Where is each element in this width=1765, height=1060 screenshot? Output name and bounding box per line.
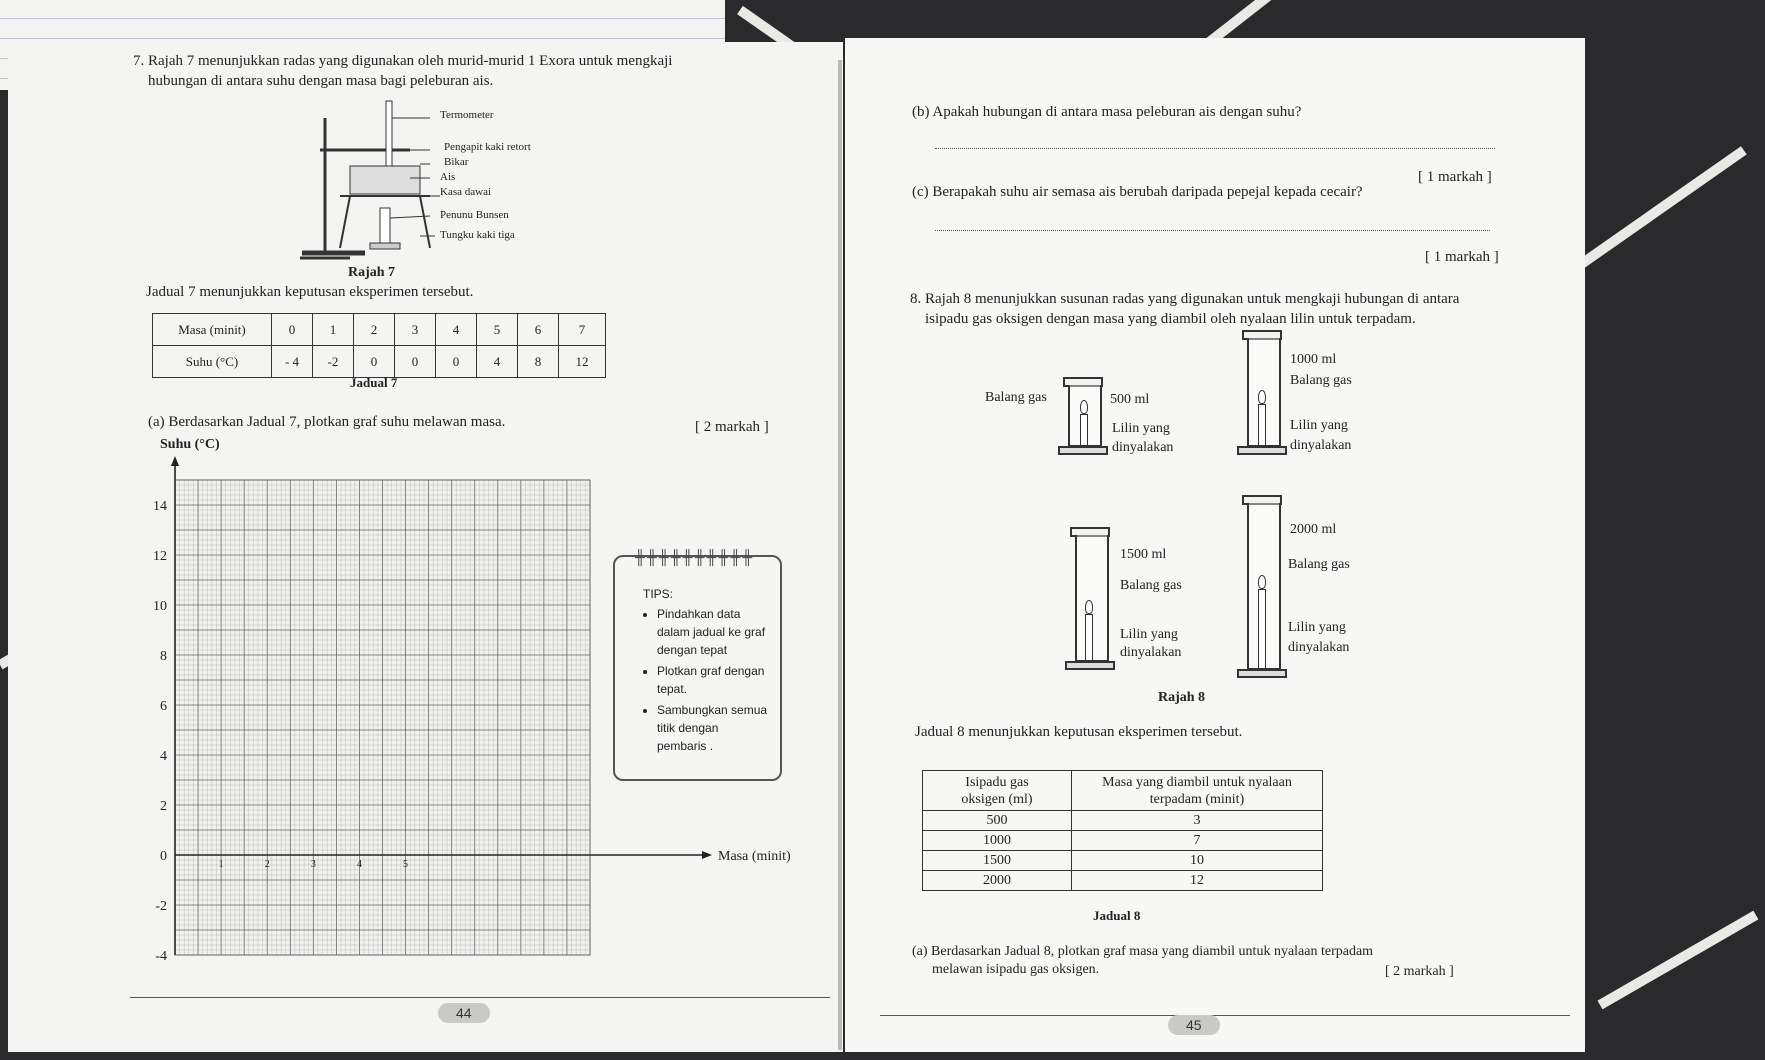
table7-header-suhu: Suhu (°C) <box>153 346 272 378</box>
q8-part-a-line1: (a) Berdasarkan Jadual 8, plotkan graf masa yang diambil untuk nyalaan terpadam <box>912 944 1374 959</box>
table8-cell: 500 <box>923 811 1072 831</box>
table8-cell: 3 <box>1072 811 1323 831</box>
footer-rule-right <box>880 1015 1570 1016</box>
table8-caption: Jadual 8 <box>1093 908 1141 923</box>
fig8-label-balang-gas-4: Balang gas <box>1288 557 1350 572</box>
fig8-label-lilin: Lilin yang <box>1112 421 1170 436</box>
table8-cell: 2000 <box>923 871 1072 891</box>
candle-flame <box>1258 575 1266 589</box>
fig8-label-balang-gas-2: Balang gas <box>1290 373 1352 388</box>
table7-cell: 0 <box>354 346 395 378</box>
table8-cell: 12 <box>1072 871 1323 891</box>
page-number-right: 45 <box>1168 1015 1220 1035</box>
y-tick-label: 14 <box>153 499 167 514</box>
fig8-label-dinyalakan-2: dinyalakan <box>1290 438 1352 453</box>
fig8-label-balang-gas: Balang gas <box>985 390 1047 405</box>
table8-header-line: terpadam (minit) <box>1149 791 1245 807</box>
table8-cell: 1500 <box>923 851 1072 871</box>
table7-header-masa: Masa (minit) <box>153 314 272 346</box>
table7-intro: Jadual 7 menunjukkan keputusan eksperimen tersebut. <box>146 284 474 300</box>
table8-header-line: oksigen (ml) <box>961 791 1033 807</box>
table7 <box>152 313 606 378</box>
part-b-marks: [ 1 markah ] <box>1418 169 1492 185</box>
x-tick-label: 5 <box>403 859 409 870</box>
x-tick-label: 1 <box>218 859 224 870</box>
candle-flame <box>1258 390 1266 404</box>
background-stripe <box>1577 146 1747 269</box>
y-tick-label: -2 <box>155 899 167 914</box>
q8-intro-line2: isipadu gas oksigen dengan masa yang diambil oleh nyalaan lilin untuk terpadam. <box>925 311 1416 327</box>
table7-cell: 0 <box>272 314 313 346</box>
table7-cell: 1 <box>313 314 354 346</box>
table8-cell: 7 <box>1072 831 1323 851</box>
table8-header-line: Masa yang diambil untuk nyalaan <box>1102 774 1292 790</box>
page-number-left: 44 <box>438 1003 490 1023</box>
candle <box>1258 589 1266 669</box>
tips-item: • Plotkan graf dengan tepat. <box>657 662 770 698</box>
fig8-label-500ml: 500 ml <box>1110 392 1150 407</box>
jar-base <box>1237 669 1287 678</box>
jar-base <box>1058 446 1108 455</box>
jar-base <box>1237 446 1287 455</box>
answer-line-c[interactable] <box>935 230 1490 231</box>
y-tick-label: -4 <box>155 949 167 964</box>
candle <box>1085 614 1093 661</box>
part-a-question: (a) Berdasarkan Jadual 7, plotkan graf suhu melawan masa. <box>148 414 506 430</box>
label-penunu-bunsen: Penunu Bunsen <box>440 209 509 221</box>
tips-title: TIPS: <box>643 587 674 601</box>
y-tick-label: 0 <box>160 849 167 864</box>
table8 <box>922 770 1323 891</box>
table7-cell: - 4 <box>272 346 313 378</box>
fig8-label-dinyalakan: dinyalakan <box>1112 440 1174 455</box>
table8-cell: 1000 <box>923 831 1072 851</box>
fig8-label-dinyalakan-4: dinyalakan <box>1288 640 1350 655</box>
x-tick-label: 3 <box>310 859 316 870</box>
y-axis-label: Suhu (°C) <box>160 437 220 452</box>
q8-intro-line1: 8. Rajah 8 menunjukkan susunan radas yang digunakan untuk mengkaji hubungan di antara <box>910 291 1460 307</box>
fig8-label-balang-gas-3: Balang gas <box>1120 578 1182 593</box>
q7-intro-line2: hubungan di antara suhu dengan masa bagi peleburan ais. <box>148 73 494 89</box>
fig8-label-lilin-4: Lilin yang <box>1288 620 1346 635</box>
fig8-label-1000ml: 1000 ml <box>1290 352 1337 367</box>
y-tick-label: 2 <box>160 799 167 814</box>
part-c-question: (c) Berapakah suhu air semasa ais berubah daripada pepejal kepada cecair? <box>912 184 1363 200</box>
fig8-label-lilin-3: Lilin yang <box>1120 627 1178 642</box>
table7-cell: 5 <box>477 314 518 346</box>
q8-part-a-marks: [ 2 markah ] <box>1385 964 1454 979</box>
footer-rule <box>130 997 830 998</box>
table8-cell: 10 <box>1072 851 1323 871</box>
figure7-caption: Rajah 7 <box>348 265 396 280</box>
y-tick-label: 6 <box>160 699 167 714</box>
table7-cell: 7 <box>559 314 606 346</box>
y-tick-label: 12 <box>153 549 167 564</box>
x-tick-label: 2 <box>264 859 270 870</box>
notebook-rings: ╫╫╫╫╫╫╫╫╫╫ <box>635 549 755 565</box>
candle-flame <box>1085 600 1093 614</box>
figure8-caption: Rajah 8 <box>1158 690 1206 705</box>
jar-base <box>1065 661 1115 670</box>
table7-cell: 6 <box>518 314 559 346</box>
part-c-marks: [ 1 markah ] <box>1425 249 1499 265</box>
x-axis-label: Masa (minit) <box>718 849 791 864</box>
background-stripe <box>1598 911 1759 1010</box>
book-gutter <box>838 60 842 1050</box>
label-ais: Ais <box>440 171 456 183</box>
table8-intro: Jadual 8 menunjukkan keputusan eksperimen tersebut. <box>915 724 1243 740</box>
part-a-marks: [ 2 markah ] <box>695 419 769 435</box>
label-kasa-dawai: Kasa dawai <box>440 186 492 198</box>
table7-cell: 12 <box>559 346 606 378</box>
table7-cell: 8 <box>518 346 559 378</box>
table7-cell: -2 <box>313 346 354 378</box>
label-tungku: Tungku kaki tiga <box>440 229 515 241</box>
table7-cell: 0 <box>436 346 477 378</box>
candle <box>1080 414 1088 446</box>
y-axis-arrow <box>171 456 179 466</box>
table7-cell: 0 <box>395 346 436 378</box>
apparatus-diagram <box>290 98 580 268</box>
label-bikar: Bikar <box>444 156 469 168</box>
table8-header-masa <box>1072 771 1323 811</box>
table7-cell: 2 <box>354 314 395 346</box>
label-pengapit: Pengapit kaki retort <box>444 141 531 153</box>
tips-item: • Pindahkan data dalam jadual ke graf dengan tepat <box>657 605 770 659</box>
q8-part-a-line2: melawan isipadu gas oksigen. <box>932 962 1100 977</box>
y-tick-label: 8 <box>160 649 167 664</box>
table7-caption: Jadual 7 <box>350 375 398 390</box>
table7-cell: 3 <box>395 314 436 346</box>
tips-box <box>613 549 782 781</box>
fig8-label-1500ml: 1500 ml <box>1120 547 1167 562</box>
fig8-label-2000ml: 2000 ml <box>1290 522 1337 537</box>
candle <box>1258 404 1266 446</box>
tips-item: • Sambungkan semua titik dengan pembaris . <box>657 701 770 755</box>
label-termometer: Termometer <box>440 109 494 121</box>
table8-header-line: Isipadu gas <box>965 774 1029 790</box>
table7-cell: 4 <box>477 346 518 378</box>
answer-line-b[interactable] <box>935 148 1495 149</box>
candle-flame <box>1080 400 1088 414</box>
x-tick-label: 4 <box>356 859 362 870</box>
y-tick-label: 4 <box>160 749 167 764</box>
q7-intro-line1: 7. Rajah 7 menunjukkan radas yang digunakan oleh murid-murid 1 Exora untuk mengkaji <box>133 53 673 69</box>
fig8-label-dinyalakan-3: dinyalakan <box>1120 645 1182 660</box>
table8-header-isipadu <box>923 771 1072 811</box>
y-tick-label: 10 <box>153 599 167 614</box>
table7-cell: 4 <box>436 314 477 346</box>
part-b-question: (b) Apakah hubungan di antara masa peleburan ais dengan suhu? <box>912 104 1302 120</box>
fig8-label-lilin-2: Lilin yang <box>1290 418 1348 433</box>
